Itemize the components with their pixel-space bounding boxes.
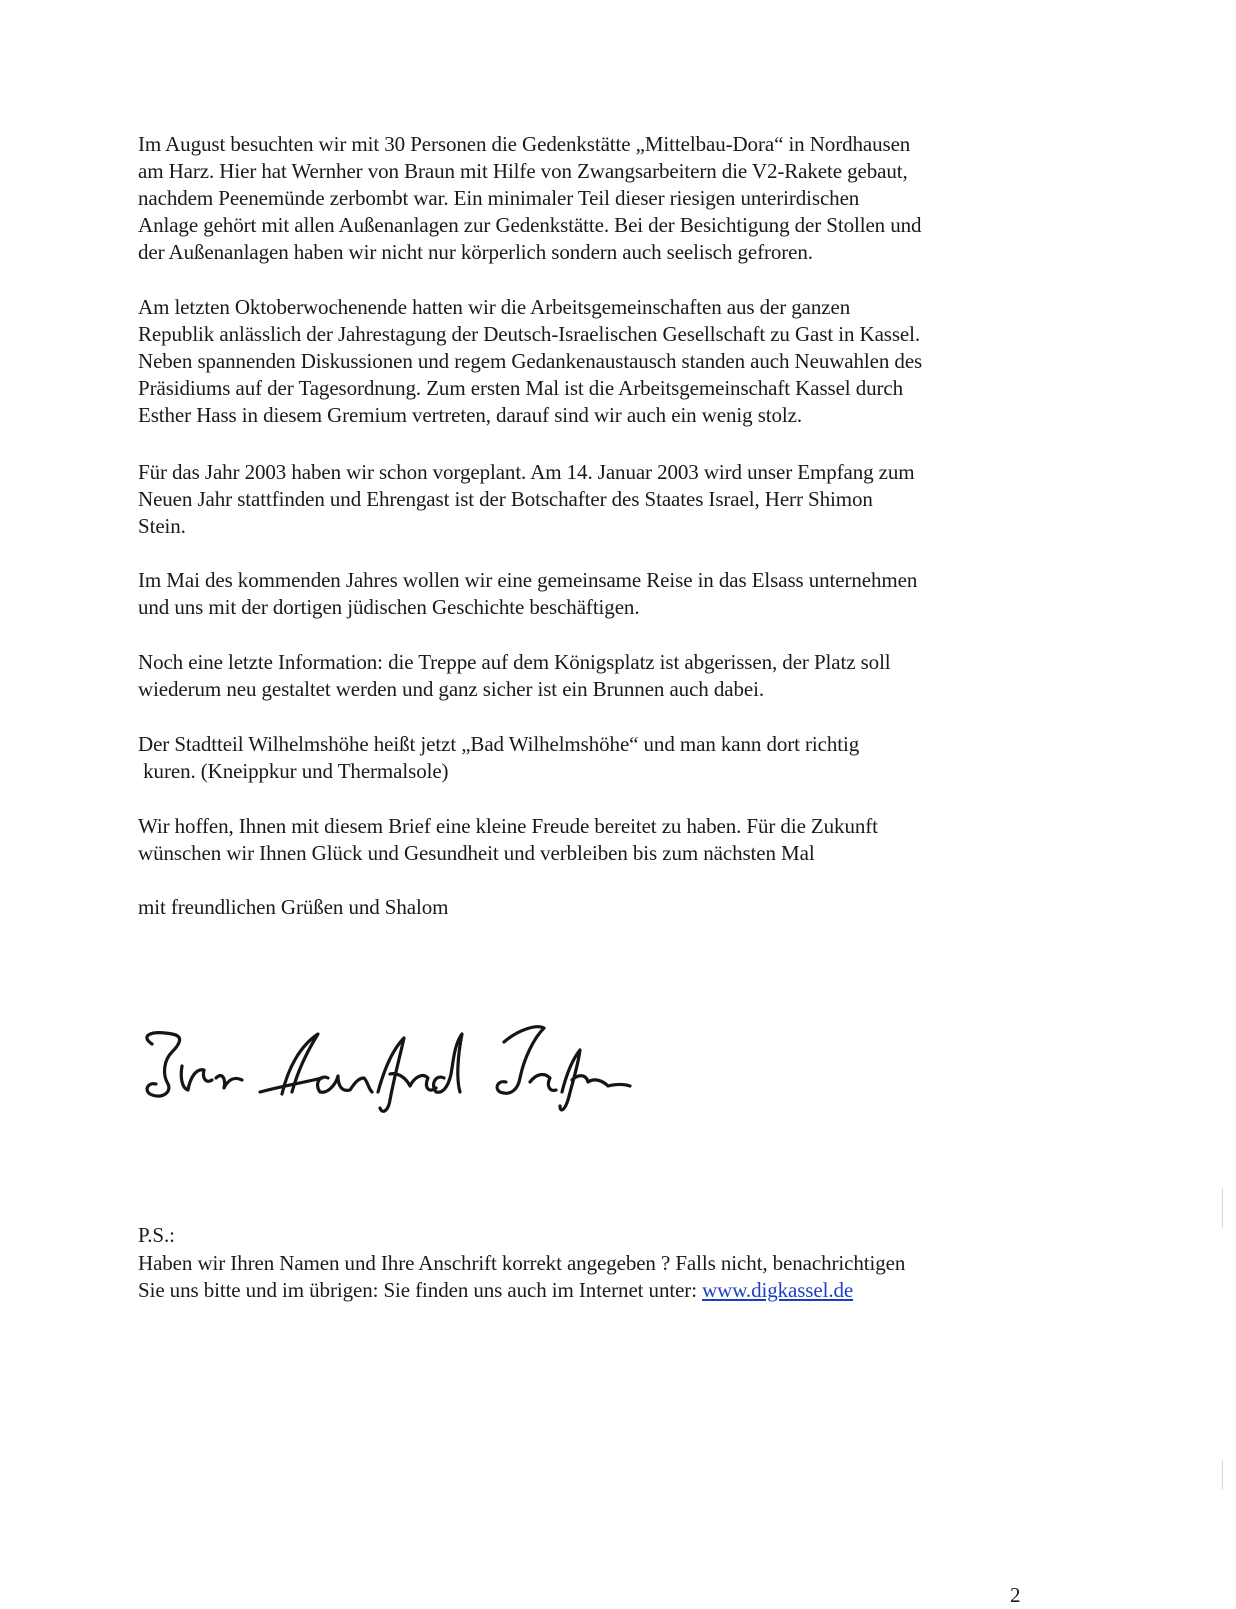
text-line: Für das Jahr 2003 haben wir schon vorgeplant. Am 14. Januar 2003 wird unser Empfang zum xyxy=(138,460,915,484)
text-line: der Außenanlagen haben wir nicht nur körperlich sondern auch seelisch gefroren. xyxy=(138,240,813,264)
text-line: Noch eine letzte Information: die Treppe auf dem Königsplatz ist abgerissen, der Platz soll xyxy=(138,650,891,674)
handwritten-signature xyxy=(132,1008,632,1118)
paragraph-koenigsplatz xyxy=(138,649,1038,703)
postscript-label-text: P.S.: xyxy=(138,1223,175,1247)
paragraph-neujahrsempfang xyxy=(138,459,1038,540)
postscript-body xyxy=(138,1250,1038,1304)
paragraph-bad-wilhelmshoehe xyxy=(138,731,1038,785)
text-line: wiederum neu gestaltet werden und ganz sicher ist ein Brunnen auch dabei. xyxy=(138,677,764,701)
text-line: Stein. xyxy=(138,514,186,538)
scan-edge-mark xyxy=(1222,1188,1223,1228)
text-line: kuren. (Kneippkur und Thermalsole) xyxy=(138,759,449,783)
closing-greeting xyxy=(138,894,1038,921)
text-line: Esther Hass in diesem Gremium vertreten, darauf sind wir auch ein wenig stolz. xyxy=(138,403,803,427)
paragraph-elsass-reise xyxy=(138,567,1038,621)
postscript-label xyxy=(138,1222,1038,1249)
text-line: und uns mit der dortigen jüdischen Geschichte beschäftigen. xyxy=(138,595,640,619)
text-line: Neuen Jahr stattfinden und Ehrengast ist der Botschafter des Staates Israel, Herr Shimon xyxy=(138,487,873,511)
text-line: Neben spannenden Diskussionen und regem Gedankenaustausch standen auch Neuwahlen des xyxy=(138,349,923,373)
paragraph-wishes xyxy=(138,813,1038,867)
text-line: Der Stadtteil Wilhelmshöhe heißt jetzt „Bad Wilhelmshöhe“ und man kann dort richtig xyxy=(138,732,860,756)
postscript-line-1: Haben wir Ihren Namen und Ihre Anschrift korrekt angegeben ? Falls nicht, benachrichtigen xyxy=(138,1251,906,1275)
text-line: am Harz. Hier hat Wernher von Braun mit Hilfe von Zwangsarbeitern die V2-Rakete gebaut, xyxy=(138,159,908,183)
paragraph-jahrestagung xyxy=(138,294,1038,429)
text-line: Präsidiums auf der Tagesordnung. Zum ersten Mal ist die Arbeitsgemeinschaft Kassel durch xyxy=(138,376,904,400)
text-line: wünschen wir Ihnen Glück und Gesundheit und verbleiben bis zum nächsten Mal xyxy=(138,841,815,865)
text-line: Anlage gehört mit allen Außenanlagen zur Gedenkstätte. Bei der Besichtigung der Stollen und xyxy=(138,213,922,237)
postscript-line-2 xyxy=(138,1277,1038,1304)
website-link[interactable]: www.digkassel.de xyxy=(702,1278,854,1302)
postscript-line-2-text: Sie uns bitte und im übrigen: Sie finden uns auch im Internet unter: xyxy=(138,1278,703,1302)
text-line: Im Mai des kommenden Jahres wollen wir eine gemeinsame Reise in das Elsass unternehmen xyxy=(138,568,918,592)
paragraph-mittelbau-dora xyxy=(138,131,1038,266)
scan-edge-mark xyxy=(1222,1460,1223,1490)
text-line: Republik anlässlich der Jahrestagung der Deutsch-Israelischen Gesellschaft zu Gast in Kassel. xyxy=(138,322,921,346)
page-number: 2 xyxy=(1010,1583,1021,1607)
text-line: Wir hoffen, Ihnen mit diesem Brief eine kleine Freude bereitet zu haben. Für die Zukunft xyxy=(138,814,878,838)
closing-text: mit freundlichen Grüßen und Shalom xyxy=(138,895,449,919)
text-line: Am letzten Oktoberwochenende hatten wir die Arbeitsgemeinschaften aus der ganzen xyxy=(138,295,851,319)
text-line: Im August besuchten wir mit 30 Personen die Gedenkstätte „Mittelbau-Dora“ in Nordhausen xyxy=(138,132,911,156)
text-line: nachdem Peenemünde zerbombt war. Ein minimaler Teil dieser riesigen unterirdischen xyxy=(138,186,860,210)
